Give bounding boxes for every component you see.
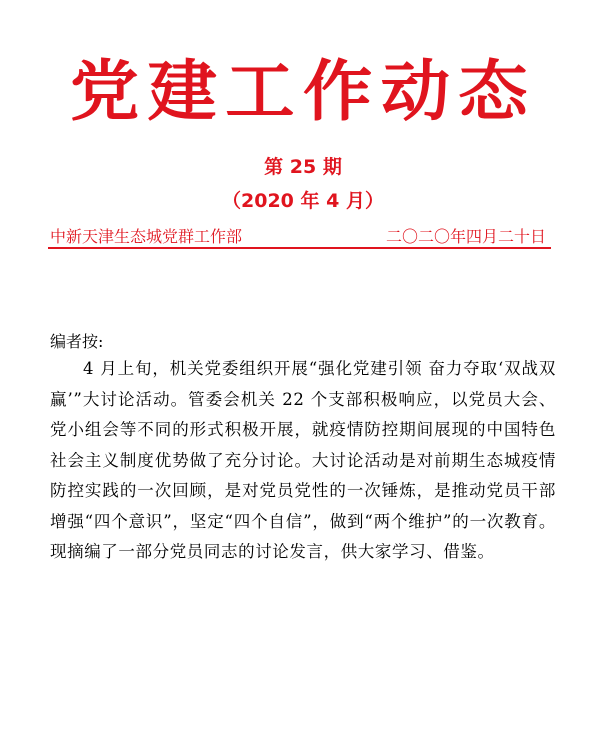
header-divider [48,247,551,249]
masthead-title: 党建工作动态 [69,52,537,130]
issue-period: （2020 年 4 月） [222,190,384,212]
article-body: 4 月上旬，机关党委组织开展“强化党建引领 奋力夺取‘双战双赢’”大讨论活动。管委会机关 22 个支部积极响应，以党员大会、党小组会等不同的形式积极开展，就疫情防控期间展现的中国特色社会主义制度优势做了充分讨论。大讨论活动是对前期生态城疫情防控实践的一次回顾，是对党员党性的一次锤炼，是推动党员干部增强“四个意识”，坚定“四个自信”，做到“两个维护”的一次教育。现摘编了一部分党员同志的讨论发言，供大家学习、借鉴。 [50,359,556,561]
organization-name: 中新天津生态城党群工作部 [50,227,243,246]
editor-note-label: 编者按: [50,332,104,351]
issue-number: 第 25 期 [264,156,342,178]
publish-date: 二〇二〇年四月二十日 [385,227,546,246]
